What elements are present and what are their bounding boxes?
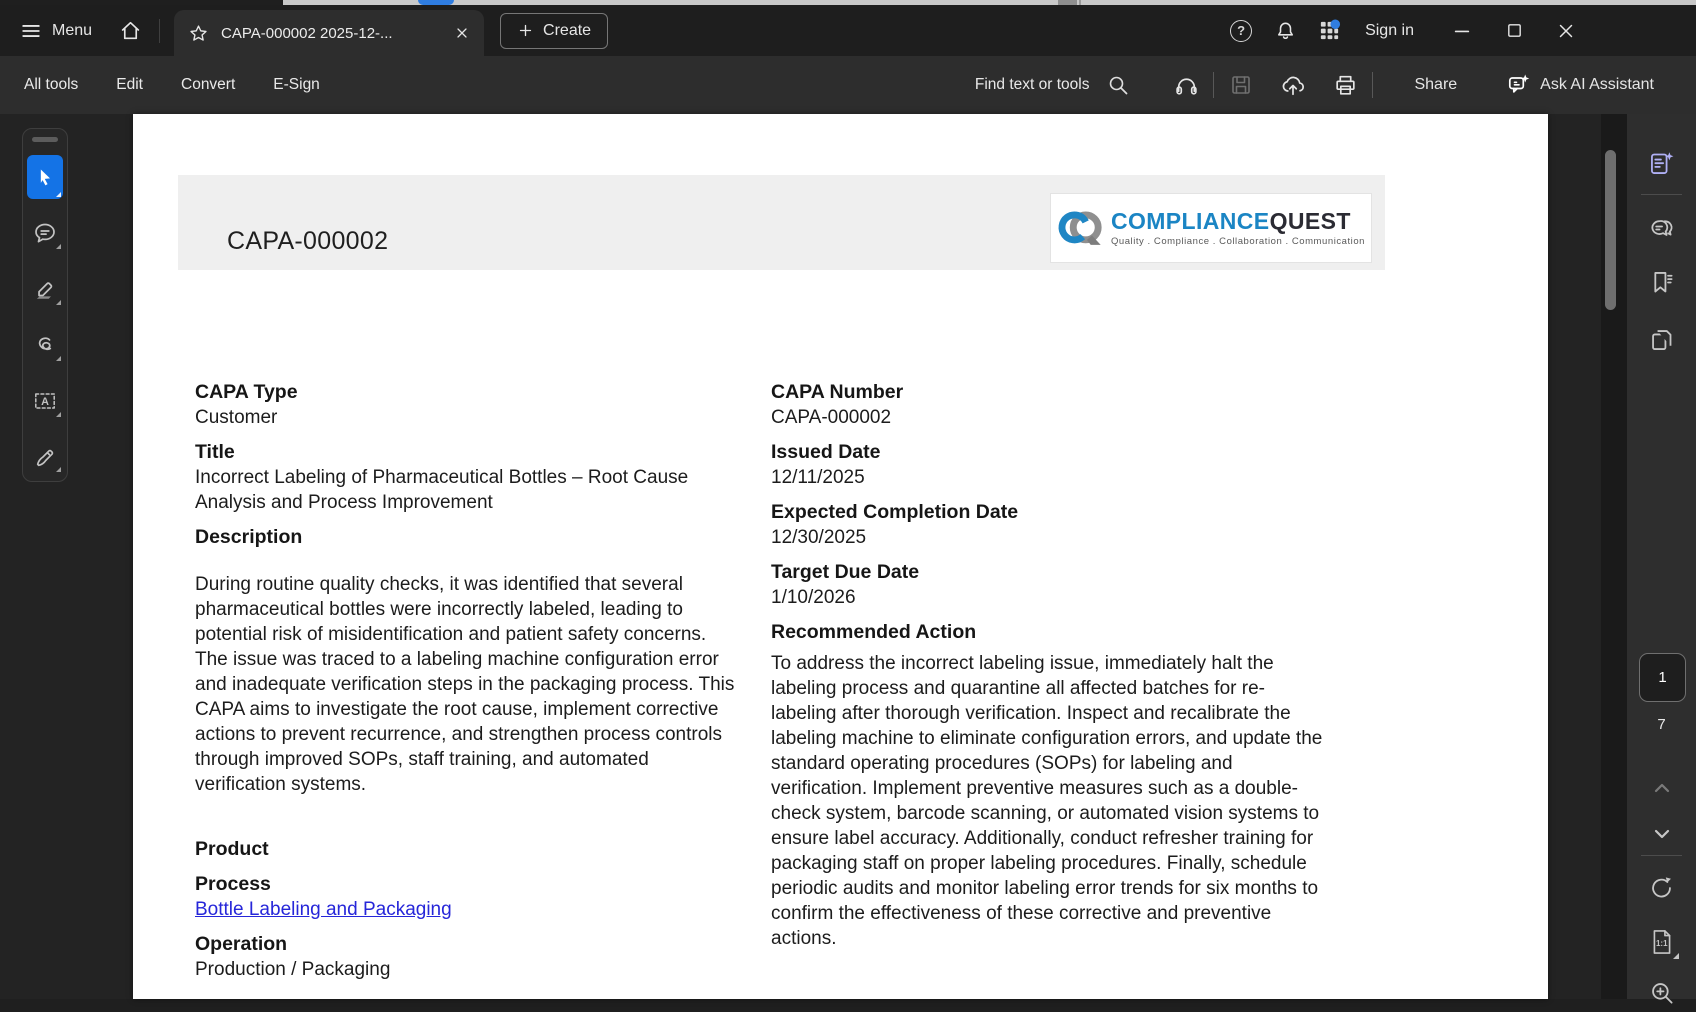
field-label: CAPA Number [771,381,904,403]
field-value: 1/10/2026 [771,587,856,608]
titlebar-right-group [1219,5,1696,56]
document-body [195,380,1323,992]
save-icon [1229,73,1253,97]
field-label: Expected Completion Date [771,501,1019,523]
help-button[interactable] [1219,11,1263,51]
zoom-in-button[interactable] [1627,972,1696,1012]
logo-brand-part1: COMPLIANCE [1110,208,1270,234]
tool-dropdown-arrow [56,300,61,305]
convert-menu[interactable]: Convert [181,76,236,93]
svg-text:1:1: 1:1 [1655,939,1667,949]
ai-summary-button[interactable] [1627,143,1696,183]
app-switcher-button[interactable] [1307,11,1351,51]
search-button[interactable] [1097,65,1139,105]
minimize-button[interactable] [1436,9,1488,53]
recommended-action-paragraph: To address the incorrect labeling issue, immediately halt the labeling process and quarantine all affected batches for re-labeling after thorough verification. Inspect and recalibrate the labeling machine to eliminate configuration errors, and update the standard operating procedures (SOPs) for labeling and verification. Implement preventive measures such as a double-check system, barcode scanning, or automated vision systems to ensure label accuracy. Additionally, conduct refresher training for packaging staff on proper labeling procedures. Finally, schedule periodic audits and monitor labeling error trends for six months to confirm the effectiveness of these corrective and preventive actions. [771,653,1323,949]
rotate-page-button[interactable] [1627,867,1696,907]
select-tool[interactable] [27,155,63,199]
rotate-icon [1648,874,1675,901]
pages-icon [1648,326,1675,353]
field-issued-date [771,440,1323,490]
edit-menu[interactable]: Edit [116,76,143,93]
description-paragraph: During routine quality checks, it was identified that several pharmaceutical bottles were incorrectly labeled, leading to potential risk of misidentification and patient safety concerns. The issue was traced to a labeling machine configuration error and inadequate verification steps in the packaging process. This CAPA aims to investigate the root cause, implement corrective actions to prevent recurrence, and strengthen process controls through improved SOPs, staff training, and automated verification systems. [195,574,735,795]
field-label: Title [195,441,235,463]
highlighter-icon [32,276,58,302]
field-value: 12/30/2025 [771,527,867,548]
notifications-button[interactable] [1263,11,1307,51]
home-button[interactable] [118,18,143,43]
vertical-scrollbar-thumb[interactable] [1605,150,1616,310]
document-left-column [195,380,740,992]
minimize-icon [1451,20,1473,42]
cloud-upload-icon [1280,72,1306,98]
ask-ai-assistant-button[interactable] [1488,65,1673,105]
find-input[interactable] [955,75,1091,95]
previous-page-button[interactable] [1627,768,1696,808]
compliancequest-logo [1050,193,1372,263]
tool-dropdown-arrow [56,412,61,417]
toolbar-divider [1372,72,1373,98]
process-link[interactable]: Bottle Labeling and Packaging [195,899,452,920]
bookmark-icon [1648,269,1675,296]
svg-text:A: A [41,396,49,409]
app-grid-icon [1318,19,1341,42]
one-to-one-zoom-icon [1648,928,1676,956]
tool-dropdown-arrow [56,244,61,249]
fill-sign-tool[interactable] [27,438,63,474]
freeform-draw-icon [32,332,58,358]
document-number: CAPA-000002 [227,227,389,255]
field-target-due-date [771,560,1323,610]
maximize-icon [1504,20,1525,41]
ai-document-icon [1648,150,1675,177]
field-title [195,440,740,515]
tool-dropdown-arrow [56,356,61,361]
field-label: CAPA Type [195,381,298,403]
field-value: Incorrect Labeling of Pharmaceutical Bottles – Root Cause Analysis and Process Improvement [195,467,689,513]
right-panel [1627,114,1696,999]
field-value: CAPA-000002 [771,407,892,428]
comment-tool[interactable] [27,215,63,251]
panel-drag-handle[interactable] [32,137,58,142]
close-tab-button[interactable] [450,21,474,45]
chevron-up-icon [1650,776,1674,800]
logo-brand-part2: QUEST [1269,208,1351,234]
ask-ai-label: Ask AI Assistant [1540,76,1654,93]
bell-icon [1274,19,1297,42]
field-label: Product [195,838,269,860]
esign-menu[interactable]: E-Sign [273,76,320,93]
field-label: Description [195,526,303,548]
chevron-down-icon [1650,822,1674,846]
actual-size-button[interactable] [1627,922,1696,962]
field-operation [195,932,740,982]
find-bar[interactable] [955,65,1139,105]
titlebar [0,5,1696,56]
help-icon: ? [1230,20,1252,42]
field-description [195,525,740,797]
document-header [178,175,1385,270]
notification-dot [1330,19,1340,29]
comments-icon [1648,215,1675,242]
background-strip-line [1079,0,1081,5]
all-tools-menu[interactable]: All tools [24,76,79,93]
menu-label: Menu [52,21,93,39]
field-label: Process [195,873,271,895]
headphones-icon [1174,73,1199,98]
document-area [0,114,1696,999]
comments-panel-button[interactable] [1627,208,1696,248]
document-right-column [771,380,1323,992]
sign-pen-icon [33,444,58,469]
tool-dropdown-arrow [56,192,61,197]
panel-divider [1641,855,1682,856]
page-thumbnails-button[interactable] [1627,319,1696,359]
share-button[interactable]: Share [1391,66,1480,104]
menu-button[interactable] [20,20,92,42]
background-blue-dot [418,0,454,5]
field-label: Issued Date [771,441,881,463]
read-aloud-button[interactable] [1165,65,1207,105]
field-label: Operation [195,933,288,955]
field-recommended-action [771,620,1323,951]
field-label: Target Due Date [771,561,920,583]
close-window-button[interactable] [1540,9,1592,53]
field-expected-completion-date [771,500,1323,550]
close-icon [1555,20,1577,42]
cq-logo-mark [1057,197,1107,259]
toolbar-divider [1213,72,1214,98]
sign-in-button[interactable]: Sign in [1365,21,1414,39]
close-icon [454,25,470,41]
total-pages: 7 [1657,716,1666,733]
logo-brand [1111,209,1365,233]
tab-title: CAPA-000002 2025-12-... [221,24,393,42]
field-capa-number [771,380,1323,430]
field-label: Recommended Action [771,621,977,643]
zoom-dropdown-arrow [1673,953,1679,959]
cursor-arrow-icon [35,167,55,187]
panel-divider [1641,194,1682,195]
ai-chat-icon [1507,73,1531,97]
field-capa-type [195,380,740,430]
favorite-star-icon[interactable] [188,23,209,44]
field-process [195,872,740,922]
text-box-icon [32,388,58,414]
field-value: Production / Packaging [195,959,391,980]
printer-icon [1333,73,1358,98]
titlebar-divider [159,19,160,43]
draw-tool[interactable] [27,327,63,363]
background-window-edge [0,0,1696,5]
field-value: 12/11/2025 [771,467,865,488]
current-page-number: 1 [1658,669,1667,686]
background-strip-segment [1058,0,1077,5]
comment-bubble-icon [32,220,58,246]
highlight-tool[interactable] [27,271,63,307]
maximize-button[interactable] [1488,9,1540,53]
zoom-in-icon [1648,979,1675,1006]
toolbar [0,56,1696,114]
upload-cloud-button[interactable] [1272,65,1314,105]
pdf-page [133,114,1548,999]
print-button[interactable] [1324,65,1366,105]
logo-tagline: Quality . Compliance . Collaboration . Communication [1110,236,1365,247]
field-value: Customer [195,407,278,428]
bookmarks-panel-button[interactable] [1627,262,1696,302]
create-button[interactable] [500,13,608,49]
current-page-input[interactable] [1639,653,1686,702]
field-product [195,837,740,862]
hamburger-icon [20,20,42,42]
logo-text [1111,209,1365,247]
quick-tools-panel [22,128,68,482]
home-icon [118,18,143,43]
create-label: Create [543,21,592,39]
tool-dropdown-arrow [56,467,61,472]
save-button[interactable] [1220,65,1262,105]
document-tab[interactable] [174,10,484,56]
background-strip [283,0,1696,5]
toolbar-nav [24,76,320,94]
plus-icon [517,22,534,39]
search-icon [1106,73,1130,97]
next-page-button[interactable] [1627,814,1696,854]
add-text-tool[interactable] [27,383,63,419]
